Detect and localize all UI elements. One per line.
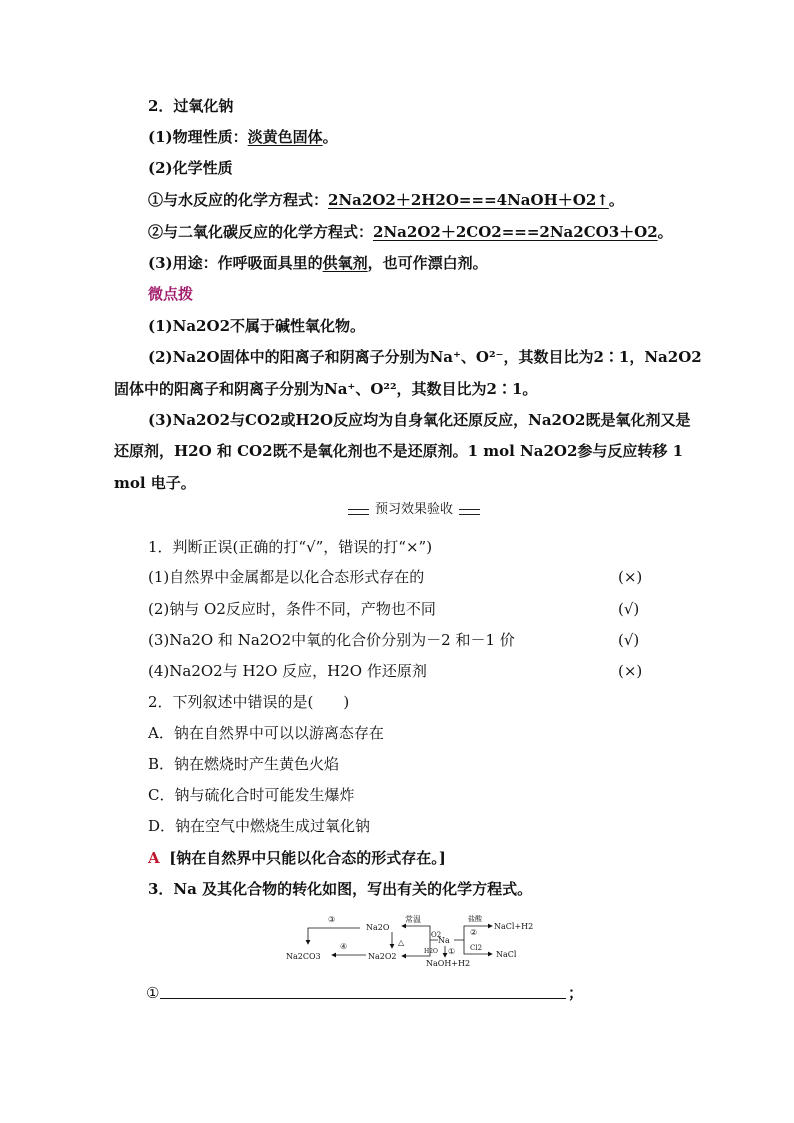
q2-answer	[148, 847, 446, 869]
physical-value: 淡黄色固体	[247, 128, 323, 146]
q1-item-1: (1)自然界中金属都是以化合态形式存在的	[148, 568, 425, 586]
q3-blank-end: ；	[568, 984, 584, 1002]
physical-property: (1)物理性质：淡黄色固体。	[148, 128, 338, 146]
q1-stem: 1．判断正误(正确的打“√”，错误的打“×”)	[148, 538, 433, 556]
q2-option-b: B．钠在燃烧时产生黄色火焰	[148, 755, 340, 773]
answer-blank-line[interactable]	[160, 998, 566, 999]
q2-answer-letter: A	[148, 849, 160, 867]
diagram-nacl: NaCl	[496, 950, 517, 959]
diagram-label-yansuan: 盐酸	[468, 915, 482, 923]
q2-option-c: C．钠与硫化合时可能发生爆炸	[148, 786, 355, 804]
diagram-label-o2: O2	[431, 931, 442, 939]
section-banner	[348, 501, 480, 519]
physical-label: (1)物理性质：	[148, 128, 248, 146]
usage-label: (3)用途：作呼吸面具里的	[148, 254, 323, 272]
tip-point-2b: 固体中的阳离子和阴离子分别为Na⁺、O²²，其数目比为2∶1。	[114, 380, 538, 398]
q3-blank-label: ①	[146, 984, 160, 1002]
tip-point-1: (1)Na2O2不属于碱性氧化物。	[148, 317, 366, 335]
q2-option-a: A．钠在自然界中可以以游离态存在	[148, 724, 384, 742]
tip-heading: 微点拨	[148, 285, 194, 303]
tip-point-2a: (2)Na2O固体中的阳离子和阴离子分别为Na⁺、O²⁻，其数目比为2∶1，Na2O2	[148, 348, 702, 366]
q3-stem: 3．Na 及其化合物的转化如图，写出有关的化学方程式。	[148, 880, 533, 898]
q1-mark-2: (√)	[618, 600, 640, 618]
co2-label: ②与二氧化碳反应的化学方程式：	[148, 223, 374, 241]
water-equation: 2Na2O2＋2H2O===4NaOH＋O2↑	[328, 191, 609, 209]
diagram-circle-3: ③	[328, 915, 336, 924]
co2-equation: 2Na2O2＋2CO2===2Na2CO3＋O2	[373, 223, 658, 241]
q1-item-4: (4)Na2O2与 H2O 反应，H2O 作还原剂	[148, 662, 427, 680]
diagram-nacl-h2: NaCl+H2	[494, 922, 534, 931]
diagram-na2co3: Na2CO3	[286, 952, 321, 961]
usage-value: 供氧剂	[322, 254, 368, 272]
tip-point-3c: mol 电子。	[114, 474, 196, 492]
q1-item-3: (3)Na2O 和 Na2O2中氧的化合价分别为－2 和－1 价	[148, 631, 515, 649]
banner-text: 预习效果验收	[369, 502, 459, 517]
diagram-na: Na	[438, 936, 450, 945]
diagram-naoh-h2: NaOH+H2	[426, 959, 471, 968]
q1-item-2: (2)钠与 O2反应时，条件不同，产物也不同	[148, 600, 436, 618]
diagram-na2o2: Na2O2	[368, 952, 397, 961]
tip-point-3b: 还原剂，H2O 和 CO2既不是氧化剂也不是还原剂。1 mol Na2O2参与反应转移 1	[114, 442, 684, 460]
water-reaction: ①与水反应的化学方程式：2Na2O2＋2H2O===4NaOH＋O2↑。	[148, 191, 624, 209]
diagram-label-heat: △	[398, 938, 405, 947]
q1-mark-3: (√)	[618, 631, 640, 649]
chemical-title: (2)化学性质	[148, 159, 233, 177]
diagram-label-changwen: 常温	[405, 915, 421, 924]
usage: (3)用途：作呼吸面具里的供氧剂，也可作漂白剂。	[148, 254, 488, 272]
diagram-circle-2: ②	[470, 928, 478, 937]
tip-point-3a: (3)Na2O2与CO2或H2O反应均为自身氧化还原反应，Na2O2既是氧化剂又是	[148, 411, 691, 429]
diagram-na2o: Na2O	[366, 923, 390, 932]
q1-mark-1: (×)	[618, 568, 643, 586]
q2-answer-explanation: [钠在自然界中只能以化合态的形式存在。]	[169, 849, 446, 867]
diagram-label-cl2: Cl2	[470, 944, 483, 952]
diagram-circle-1: ①	[448, 947, 456, 956]
conversion-diagram	[280, 910, 555, 968]
diagram-circle-4: ④	[340, 942, 348, 951]
water-label: ①与水反应的化学方程式：	[148, 191, 329, 209]
q1-mark-4: (×)	[618, 662, 643, 680]
q2-option-d: D．钠在空气中燃烧生成过氧化钠	[148, 817, 371, 835]
q2-stem: 2．下列叙述中错误的是( )	[148, 693, 350, 711]
diagram-label-h2o: H2O	[424, 948, 438, 955]
co2-reaction: ②与二氧化碳反应的化学方程式：2Na2O2＋2CO2===2Na2CO3＋O2。	[148, 223, 673, 241]
section-title: 2．过氧化钠	[148, 97, 234, 115]
